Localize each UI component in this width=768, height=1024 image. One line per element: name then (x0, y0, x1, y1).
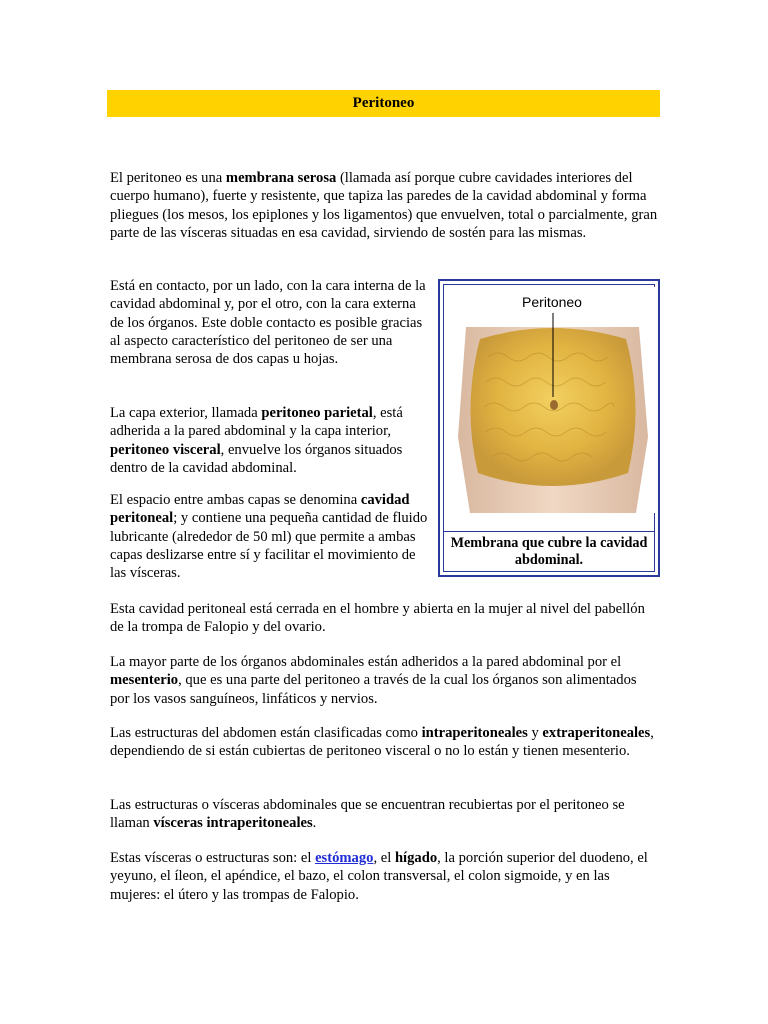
paragraph-4 (110, 491, 432, 582)
paragraph-2: Está en contacto, por un lado, con la cara interna de la cavidad abdominal y, por el otro, con la cara externa de los órganos. Este doble contacto es posible gracias al aspecto característico del peritoneo de ser una membrana serosa de dos capas u hojas. (110, 278, 426, 368)
text: . (312, 815, 317, 832)
text: , el (373, 850, 395, 866)
paragraph-9 (110, 849, 658, 904)
text: La mayor parte de los órganos abdominales están adheridos a la pared abdominal por el (110, 654, 622, 670)
page-title: Peritoneo (107, 90, 660, 117)
text: , la porción superior del duodeno, el yeyuno, el íleon, el apéndice, el bazo, el colon transversal, el colon sigmoide, y en las mujeres: el útero y las trompas de Falopio. (110, 850, 648, 903)
bold-term: mesenterio (110, 672, 179, 689)
paragraph-5: Esta cavidad peritoneal está cerrada en el hombre y abierta en la mujer al nivel del pabellón de la trompa de Falopio y del ovario. (110, 601, 645, 636)
text: Las estructuras del abdomen están clasificadas como (110, 725, 422, 741)
link-estomago[interactable]: estómago (315, 850, 374, 866)
text: , está adherida a la pared abdominal y la capa interior, (110, 405, 403, 440)
bold-term: cavidad peritoneal (110, 492, 410, 527)
text: Estas vísceras o estructuras son: el (110, 850, 316, 866)
text: , dependiendo de si están cubiertas de peritoneo visceral o no lo están y tienen mesenterio. (110, 725, 654, 760)
bold-term: hígado (394, 850, 438, 866)
text: (llamada así porque cubre cavidades interiores del cuerpo humano), fuerte y resistente, que tapiza las paredes de la cavidad abdominal y forma pliegues (los mesos, los epiplones y los ligamentos) que envuelven, total o parcialmente, gran parte de las vísceras situadas en esa cavidad, sirviendo de sostén para las mismas. (110, 170, 658, 241)
bold-term: peritoneo parietal (261, 405, 373, 421)
text: El espacio entre ambas capas se denomina (110, 492, 361, 508)
bold-term: extraperitoneales (542, 725, 651, 741)
paragraph-6 (110, 653, 658, 708)
paragraph-1 (110, 169, 658, 242)
text: , envuelve los órganos situados dentro de la cavidad abdominal. (110, 441, 403, 476)
bold-term: vísceras intraperitoneales (153, 815, 313, 832)
paragraph-7 (110, 724, 658, 761)
paragraph-3 (110, 404, 428, 477)
figure-divider (444, 531, 654, 532)
text: , que es una parte del peritoneo a través de la cual los órganos son alimentados por los vasos sanguíneos, linfáticos y nervios. (110, 672, 637, 707)
bold-term: intraperitoneales (421, 725, 528, 741)
text: ; y contiene una pequeña cantidad de fluido lubricante (alrededor de 50 ml) que permite a ambas capas deslizarse entre sí y facilitar el movimiento de las vísceras. (110, 510, 428, 582)
text: El peritoneo es una (110, 170, 226, 186)
text: La capa exterior, llamada (110, 405, 262, 421)
text: y (527, 725, 543, 741)
abdomen-illustration (448, 287, 657, 513)
bold-term: membrana serosa (225, 170, 337, 186)
figure-frame (443, 284, 655, 572)
text: Las estructuras o vísceras abdominales que se encuentran recubiertas por el peritoneo se llaman (110, 797, 625, 832)
paragraph-8 (110, 796, 658, 833)
figure-box (438, 279, 660, 577)
bold-term: peritoneo visceral (110, 441, 221, 458)
navel (550, 400, 558, 410)
figure-caption: Membrana que cubre la cavidad abdominal. (450, 535, 648, 568)
figure-label: Peritoneo (522, 294, 582, 310)
